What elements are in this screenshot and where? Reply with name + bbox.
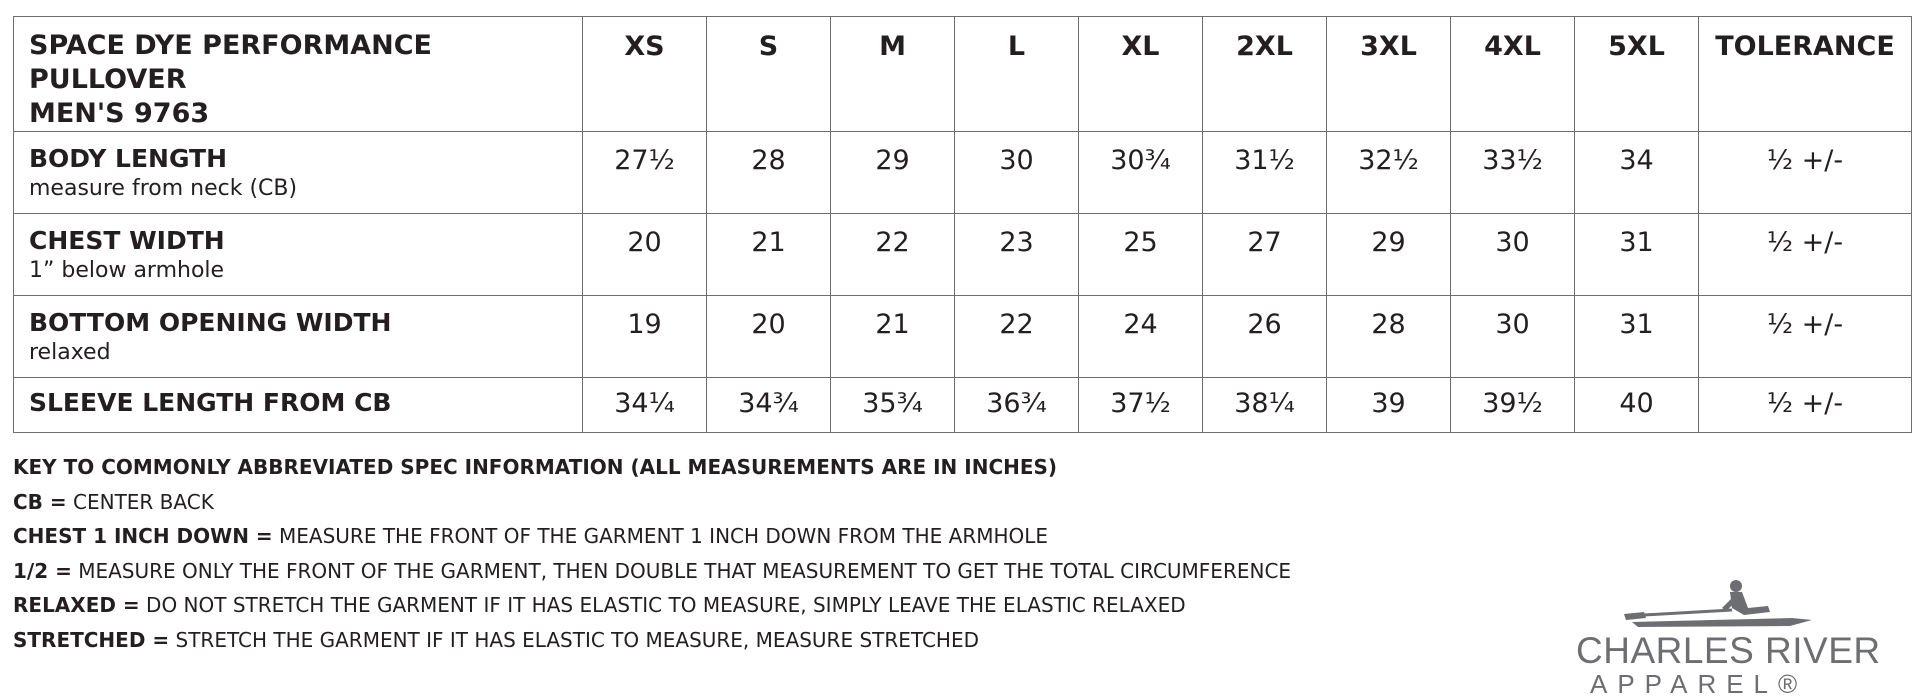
measurement-cell: 28 [1327, 296, 1451, 378]
tolerance-cell: ½ +/- [1699, 378, 1912, 433]
tolerance-cell: ½ +/- [1699, 214, 1912, 296]
size-header-2xl: 2XL [1203, 17, 1327, 132]
brand-logo [1572, 578, 1892, 699]
measurement-cell: 36¾ [955, 378, 1079, 433]
measurement-cell: 20 [707, 296, 831, 378]
key-definition: STRETCH THE GARMENT IF IT HAS ELASTIC TO MEASURE, MEASURE STRETCHED [169, 627, 979, 652]
table-title [14, 17, 583, 132]
measurement-cell: 22 [831, 214, 955, 296]
key-heading: KEY TO COMMONLY ABBREVIATED SPEC INFORMATION (ALL MEASUREMENTS ARE IN INCHES) [13, 455, 1058, 479]
measurement-cell: 21 [707, 214, 831, 296]
measurement-cell: 30¾ [1079, 132, 1203, 214]
table-row [14, 296, 1912, 378]
key-term: 1/2 = [13, 558, 72, 583]
measurement-cell: 34¼ [583, 378, 707, 433]
measurement-cell: 28 [707, 132, 831, 214]
size-header-xs: XS [583, 17, 707, 132]
row-label: BODY LENGTH [29, 144, 228, 173]
measurement-cell: 26 [1203, 296, 1327, 378]
key-term: CHEST 1 INCH DOWN = [13, 524, 273, 549]
measurement-cell: 31 [1575, 296, 1699, 378]
measurement-cell: 34 [1575, 132, 1699, 214]
key-item [13, 519, 1291, 554]
size-header-m: M [831, 17, 955, 132]
measurement-cell: 19 [583, 296, 707, 378]
measurement-cell: 35¾ [831, 378, 955, 433]
measurement-cell: 30 [1451, 296, 1575, 378]
key-item [13, 623, 1291, 658]
measurement-cell: 23 [955, 214, 1079, 296]
measurement-cell: 38¼ [1203, 378, 1327, 433]
row-sublabel: measure from neck (CB) [29, 176, 298, 201]
key-term: RELAXED = [13, 593, 140, 618]
key-definition: MEASURE ONLY THE FRONT OF THE GARMENT, THEN DOUBLE THAT MEASUREMENT TO GET THE TOTAL CIRCUMFERENCE [71, 558, 1292, 583]
measurement-cell: 32½ [1327, 132, 1451, 214]
table-row [14, 214, 1912, 296]
measurement-cell: 29 [1327, 214, 1451, 296]
measurement-cell: 37½ [1079, 378, 1203, 433]
key-item [13, 554, 1291, 589]
table-title-line2: MEN'S 9763 [29, 98, 210, 129]
row-label-cell [14, 132, 583, 214]
measurement-cell: 27 [1203, 214, 1327, 296]
size-header-l: L [955, 17, 1079, 132]
row-label-cell [14, 214, 583, 296]
row-sublabel: 1” below armhole [29, 258, 225, 283]
measurement-cell: 39½ [1451, 378, 1575, 433]
row-label: CHEST WIDTH [29, 226, 225, 255]
tolerance-header: TOLERANCE [1699, 17, 1912, 132]
measurement-cell: 21 [831, 296, 955, 378]
brand-subname: APPAREL® [1590, 669, 1808, 699]
size-header-5xl: 5XL [1575, 17, 1699, 132]
measurement-cell: 29 [831, 132, 955, 214]
size-header-3xl: 3XL [1327, 17, 1451, 132]
table-row [14, 132, 1912, 214]
size-header-4xl: 4XL [1451, 17, 1575, 132]
measurement-cell: 22 [955, 296, 1079, 378]
rower-icon [1572, 578, 1892, 638]
measurement-cell: 39 [1327, 378, 1451, 433]
measurement-cell: 25 [1079, 214, 1203, 296]
header-row [14, 17, 1912, 132]
size-header-xl: XL [1079, 17, 1203, 132]
row-label: SLEEVE LENGTH FROM CB [29, 388, 392, 417]
key-definition: MEASURE THE FRONT OF THE GARMENT 1 INCH DOWN FROM THE ARMHOLE [272, 524, 1049, 549]
row-sublabel: relaxed [29, 340, 111, 365]
row-label-cell [14, 378, 583, 433]
row-label: BOTTOM OPENING WIDTH [29, 308, 392, 337]
size-header-s: S [707, 17, 831, 132]
measurement-cell: 30 [1451, 214, 1575, 296]
measurement-cell: 30 [955, 132, 1079, 214]
measurement-cell: 27½ [583, 132, 707, 214]
measurement-cell: 31 [1575, 214, 1699, 296]
measurement-cell: 40 [1575, 378, 1699, 433]
size-spec-table [13, 16, 1912, 433]
measurement-cell: 33½ [1451, 132, 1575, 214]
key-term: CB = [13, 489, 67, 514]
tolerance-cell: ½ +/- [1699, 296, 1912, 378]
measurement-cell: 31½ [1203, 132, 1327, 214]
tolerance-cell: ½ +/- [1699, 132, 1912, 214]
measurement-cell: 24 [1079, 296, 1203, 378]
table-row [14, 378, 1912, 433]
key-item [13, 588, 1291, 623]
table-title-line1: SPACE DYE PERFORMANCE PULLOVER [29, 30, 432, 95]
key-term: STRETCHED = [13, 627, 170, 652]
abbreviation-key [13, 450, 1291, 658]
key-definition: DO NOT STRETCH THE GARMENT IF IT HAS ELASTIC TO MEASURE, SIMPLY LEAVE THE ELASTIC RELAXED [139, 593, 1186, 618]
key-definition: CENTER BACK [66, 489, 214, 514]
row-label-cell [14, 296, 583, 378]
measurement-cell: 34¾ [707, 378, 831, 433]
measurement-cell: 20 [583, 214, 707, 296]
brand-name: CHARLES RIVER [1576, 630, 1881, 671]
key-item [13, 485, 1291, 520]
